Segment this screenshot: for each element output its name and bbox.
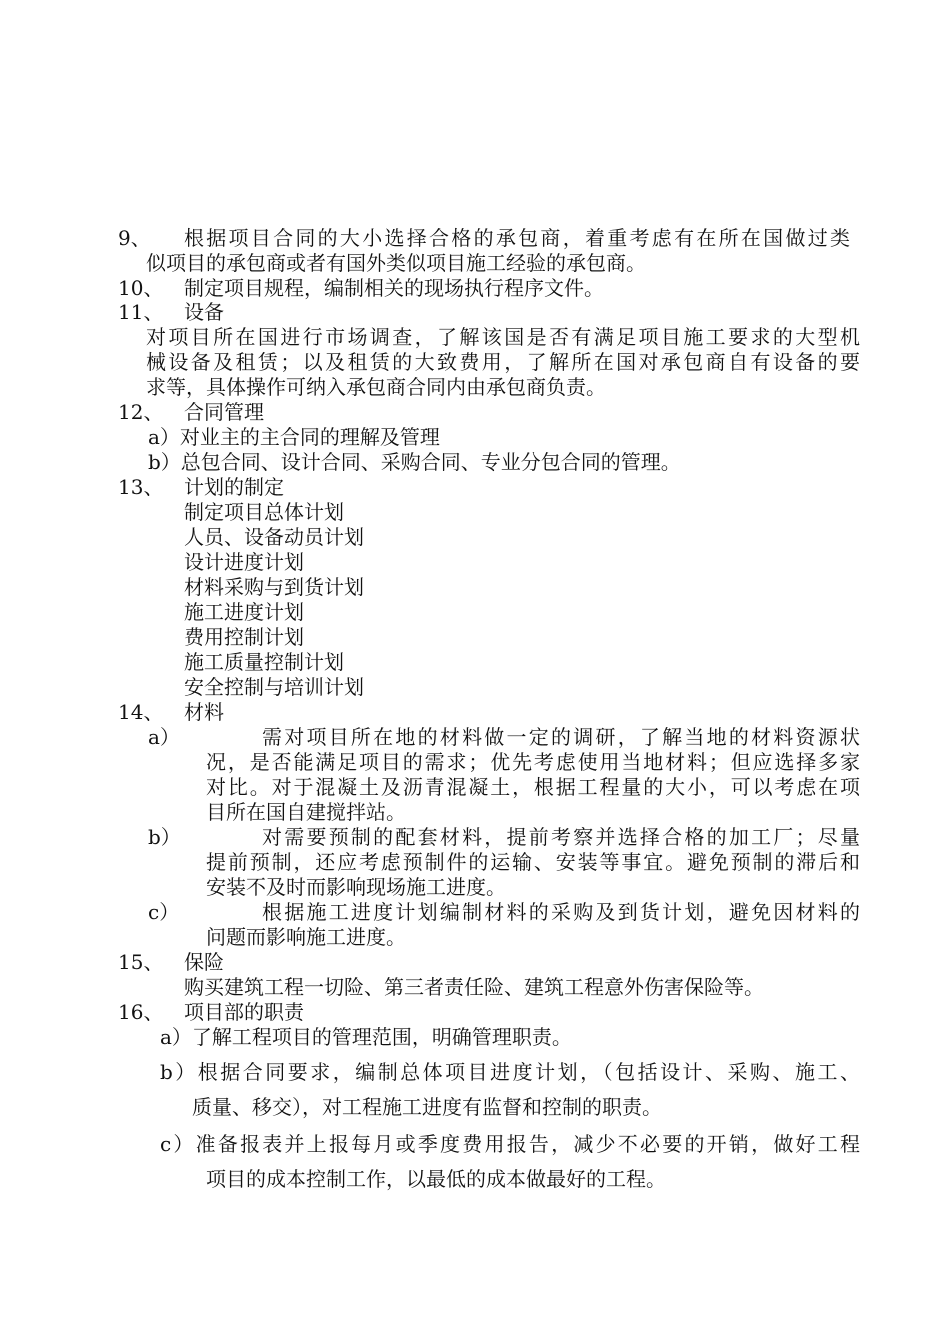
- paragraph-line: 对需要预制的配套材料，提前考察并选择合格的加工厂；尽量: [262, 825, 860, 849]
- paragraph-line: 械设备及租赁；以及租赁的大致费用，了解所在国对承包商自有设备的要: [146, 350, 860, 374]
- paragraph-line: 求等，具体操作可纳入承包商合同内由承包商负责。: [146, 375, 606, 399]
- section-title: 计划的制定: [184, 475, 284, 499]
- section-number: 11、: [118, 300, 164, 324]
- section-number: 15、: [118, 950, 164, 974]
- paragraph-line: 安装不及时而影响现场施工进度。: [206, 875, 506, 899]
- paragraph-line: 问题而影响施工进度。: [206, 925, 406, 949]
- paragraph-line: 项目的成本控制工作，以最低的成本做最好的工程。: [206, 1167, 666, 1191]
- section-title: 保险: [184, 950, 224, 974]
- section-number: 12、: [118, 400, 164, 424]
- paragraph-line: c）准备报表并上报每月或季度费用报告，减少不必要的开销，做好工程: [160, 1132, 860, 1156]
- list-marker: b）: [148, 825, 181, 849]
- section-number: 9、: [118, 226, 151, 250]
- paragraph-line: 似项目的承包商或者有国外类似项目施工经验的承包商。: [146, 251, 646, 275]
- paragraph-line: 对比。对于混凝土及沥青混凝土，根据工程量的大小，可以考虑在项: [206, 775, 860, 799]
- list-item: 人员、设备动员计划: [184, 525, 364, 549]
- list-item: 施工质量控制计划: [184, 650, 344, 674]
- section-number: 13、: [118, 475, 164, 499]
- section-title: 设备: [184, 300, 224, 324]
- paragraph-line: 对项目所在国进行市场调查，了解该国是否有满足项目施工要求的大型机: [146, 325, 860, 349]
- paragraph-line: 需对项目所在地的材料做一定的调研，了解当地的材料资源状: [262, 725, 860, 749]
- list-item: 设计进度计划: [184, 550, 304, 574]
- paragraph-line: 根据项目合同的大小选择合格的承包商，着重考虑有在所在国做过类: [184, 226, 850, 250]
- paragraph-line: b）根据合同要求，编制总体项目进度计划，（包括设计、采购、施工、: [160, 1060, 860, 1084]
- paragraph-line: 提前预制，还应考虑预制件的运输、安装等事宜。避免预制的滞后和: [206, 850, 860, 874]
- section-title: 材料: [184, 700, 224, 724]
- list-item: 材料采购与到货计划: [184, 575, 364, 599]
- paragraph-line: 质量、移交），对工程施工进度有监督和控制的职责。: [192, 1095, 662, 1119]
- list-item: 安全控制与培训计划: [184, 675, 364, 699]
- section-title: 制定项目规程，编制相关的现场执行程序文件。: [184, 276, 604, 300]
- paragraph-line: 况，是否能满足项目的需求；优先考虑使用当地材料；但应选择多家: [206, 750, 860, 774]
- section-number: 10、: [118, 276, 164, 300]
- list-item: a）了解工程项目的管理范围，明确管理职责。: [160, 1025, 572, 1049]
- section-title: 合同管理: [184, 400, 264, 424]
- paragraph-line: 目所在国自建搅拌站。: [206, 800, 406, 824]
- section-number: 14、: [118, 700, 164, 724]
- list-item: 施工进度计划: [184, 600, 304, 624]
- paragraph-line: 根据施工进度计划编制材料的采购及到货计划，避免因材料的: [262, 900, 860, 924]
- list-item: b）总包合同、设计合同、采购合同、专业分包合同的管理。: [148, 450, 681, 474]
- list-marker: a）: [148, 725, 180, 749]
- section-title: 项目部的职责: [184, 1000, 304, 1024]
- section-number: 16、: [118, 1000, 164, 1024]
- list-item: a）对业主的主合同的理解及管理: [148, 425, 440, 449]
- list-marker: c）: [148, 900, 180, 924]
- list-item: 费用控制计划: [184, 625, 304, 649]
- list-item: 制定项目总体计划: [184, 500, 344, 524]
- paragraph-line: 购买建筑工程一切险、第三者责任险、建筑工程意外伤害保险等。: [184, 975, 764, 999]
